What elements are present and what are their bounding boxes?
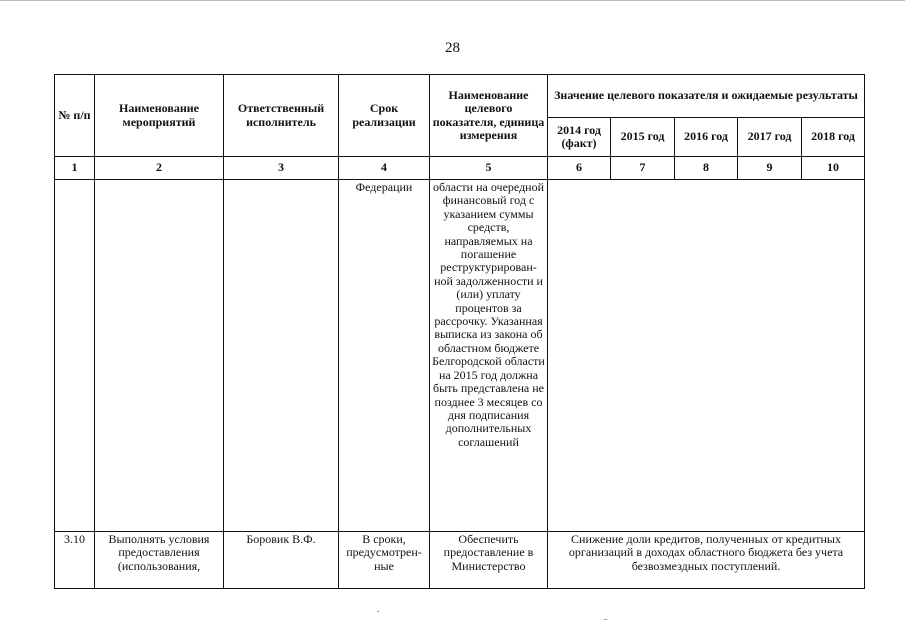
scan-dot: . bbox=[377, 604, 380, 615]
colnum-6: 6 bbox=[548, 157, 611, 180]
row-3-10-num: 3.10 bbox=[55, 532, 95, 589]
colnum-9: 9 bbox=[738, 157, 802, 180]
colnum-4: 4 bbox=[339, 157, 430, 180]
colnum-7: 7 bbox=[611, 157, 675, 180]
header-year-2017: 2017 год bbox=[738, 118, 802, 157]
row-3-10-result: Снижение доли кредитов, полученных от кредитных организаций в доходах областного бюджета без учета безвозмездных поступлений. bbox=[548, 532, 865, 589]
cont-values-cell bbox=[548, 180, 865, 532]
page-top-border bbox=[0, 0, 905, 1]
colnum-2: 2 bbox=[95, 157, 224, 180]
cont-name-cell bbox=[95, 180, 224, 532]
colnum-1: 1 bbox=[55, 157, 95, 180]
row-3-10-executor: Боровик В.Ф. bbox=[224, 532, 339, 589]
scan-mark bbox=[604, 619, 607, 620]
page-number: 28 bbox=[445, 40, 460, 56]
header-year-2015: 2015 год bbox=[611, 118, 675, 157]
row-3-10-term: В сроки, предусмотрен-ные bbox=[339, 532, 430, 589]
colnum-3: 3 bbox=[224, 157, 339, 180]
cont-num-cell bbox=[55, 180, 95, 532]
cont-executor-cell bbox=[224, 180, 339, 532]
header-measure-name: Наименование мероприятий bbox=[95, 75, 224, 157]
header-num: № п/п bbox=[55, 75, 95, 157]
header-indicator: Наименование целевого показателя, единица измерения bbox=[430, 75, 548, 157]
header-year-2016: 2016 год bbox=[675, 118, 738, 157]
cont-indicator-cell: области на очередной финансовый год с указанием суммы средств, направляемых на погашение реструктурирован-ной задолженности и (или) уплату процентов за рассрочку. Указанная выписка из закона об областном бюджете Белгородской области на 2015 год должна быть представлена не позднее 3 месяцев со дня подписания дополнительных соглашений bbox=[430, 180, 548, 532]
header-year-2014: 2014 год (факт) bbox=[548, 118, 611, 157]
header-year-2018: 2018 год bbox=[802, 118, 865, 157]
colnum-10: 10 bbox=[802, 157, 865, 180]
header-term: Срок реализации bbox=[339, 75, 430, 157]
measures-table bbox=[54, 74, 865, 589]
row-3-10-name: Выполнять условия предоставления (использования, bbox=[95, 532, 224, 589]
header-executor: Ответственный исполнитель bbox=[224, 75, 339, 157]
header-values-group: Значение целевого показателя и ожидаемые результаты bbox=[548, 75, 865, 118]
colnum-5: 5 bbox=[430, 157, 548, 180]
row-3-10-indicator: Обеспечить предоставление в Министерство bbox=[430, 532, 548, 589]
colnum-8: 8 bbox=[675, 157, 738, 180]
cont-term-cell: Федерации bbox=[339, 180, 430, 532]
